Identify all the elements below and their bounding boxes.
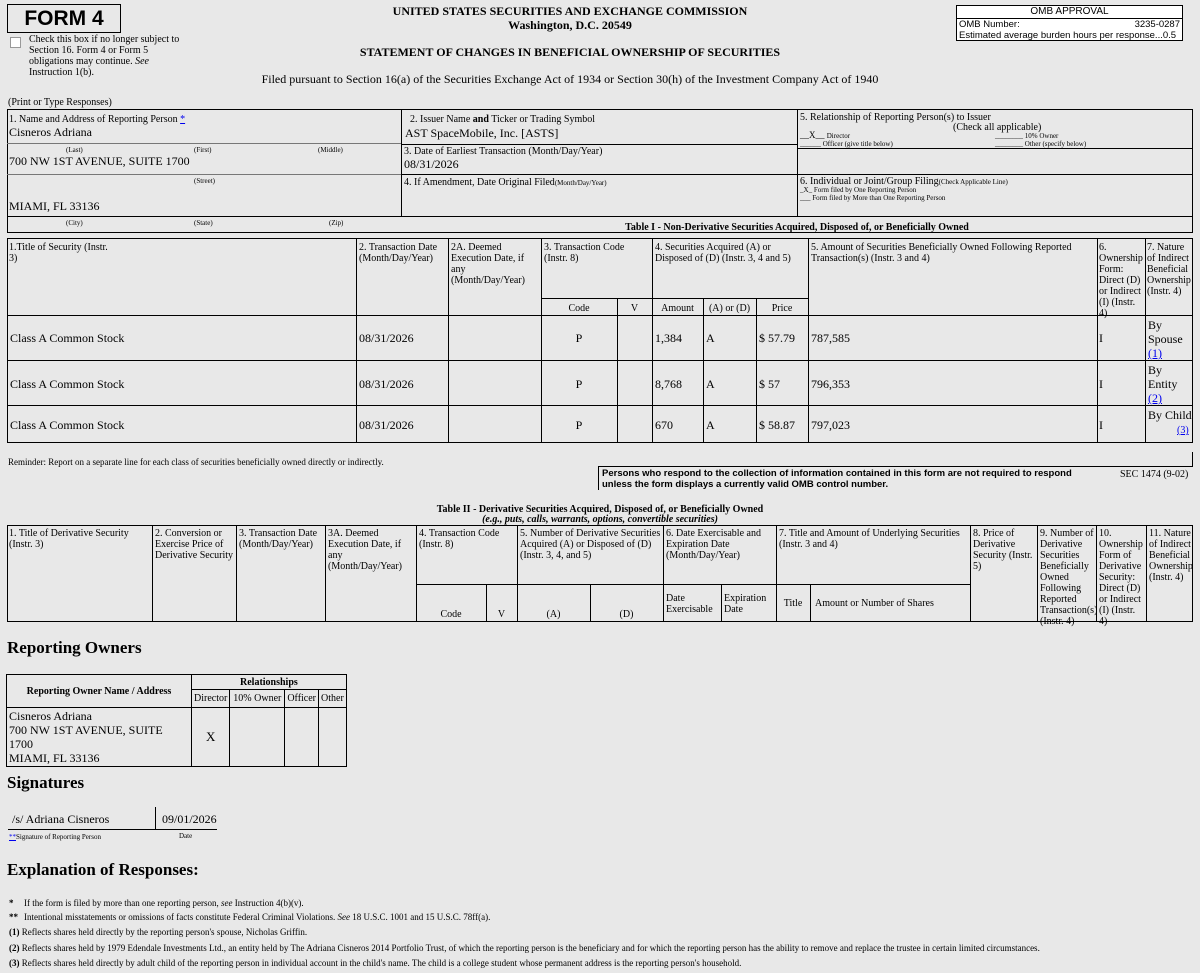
owners-col-other: Other [319,690,347,708]
box6-label: 6. Individual or Joint/Group Filing(Check Applicable Line) [800,176,1008,187]
box5-other: ________ Other (specify below) [995,140,1087,148]
t2-h10: 10. Ownership Form of Derivative Security: Direct (D) or Indirect (I) (Instr. 4) [1099,528,1143,627]
t1-h1: 1.Title of Security (Instr. 3) [9,242,108,264]
t1-row1-amount: 1,384 [655,331,682,345]
box6-one-person: _X_ Form filed by One Reporting Person [800,186,917,194]
owner-other-cell [319,708,347,767]
owners-relationships: Relationships [192,675,347,690]
box5-check-all: (Check all applicable) [953,122,1042,133]
t1-row2-title: Class A Common Stock [10,377,125,391]
note-double-star: ** [9,912,18,922]
burden-value: 0.5 [1162,30,1177,41]
t1-sub-amount: Amount [661,303,694,314]
t1-row3-owned: 797,023 [811,418,850,432]
footnote-3: (3) Reflects shares held directly by adult child of the reporting person in individual account in the child's name. The child is a college student whose permanent address is the reporting person's household. [9,958,742,968]
t1-sub-v: V [630,303,639,314]
t1-row2-price: $ 57 [759,377,780,391]
t2-h11: 11. Nature of Indirect Beneficial Ownership (Instr. 4) [1149,528,1193,583]
section16-checkbox-label: Check this box if no longer subject to Section 16. Form 4 or Form 5 obligations may continue. See Instruction 1(b). [29,34,180,78]
box3-label: 3. Date of Earliest Transaction (Month/Day/Year) [404,146,603,157]
t1-row2-date: 08/31/2026 [359,377,414,391]
city-state-zip: MIAMI, FL 33136 [9,199,100,213]
signature-date-label: Date [179,832,193,840]
note-star-text: If the form is filed by more than one reporting person, see Instruction 4(b)(v). [24,898,304,908]
star-footnote-link[interactable]: * [180,114,186,125]
t1-row2-form: I [1099,377,1103,391]
owners-col-ten: 10% Owner [230,690,285,708]
form-title: FORM 4 [24,7,104,30]
t1-row3-nature: By Child [1148,408,1192,422]
print-type-note: (Print or Type Responses) [8,97,112,108]
footnote-2: (2) Reflects shares held by 1979 Edendale Investments Ltd., an entity held by The Adriana Cisneros 2014 Portfolio Trust, of which the reporting person is the beneficiary and for which the reporting person has the ability to remove and replace the trustee in certain limited circumstances. [9,943,1040,953]
t2-h6: 6. Date Exercisable and Expiration Date (Month/Day/Year) [666,528,761,561]
t2-sub-expiration: Expiration Date [724,593,767,615]
t2-sub-code: Code [440,609,462,620]
footnote-3-link[interactable]: (3) [1177,425,1189,436]
t1-sub-price: Price [771,303,793,314]
t1-row3-price: $ 58.87 [759,418,795,432]
label-first: (First) [194,146,212,154]
sec-code: SEC 1474 (9-02) [1120,469,1189,480]
note-double-star-text: Intentional misstatements or omissions of facts constitute Federal Criminal Violations. See 18 U.S.C. 1001 and 15 U.S.C. 78ff(a). [24,912,491,922]
owners-col-name: Reporting Owner Name / Address [7,675,192,708]
form-title-box [7,4,121,33]
t1-h6: 6. Ownership Form: Direct (D) or Indirect (I) (Instr. 4) [1099,242,1143,319]
owner-officer-cell [285,708,319,767]
t1-h2a: 2A. Deemed Execution Date, if any (Month/Day/Year) [451,242,525,286]
t1-row2-nature: By Entity (2) [1148,363,1178,405]
box2-label: 2. Issuer Name and Ticker or Trading Symbol [410,114,596,125]
t1-row3-aord: A [706,418,715,432]
explanation-heading: Explanation of Responses: [7,860,199,879]
owner-address1: 700 NW 1ST AVENUE, SUITE 1700 [9,723,163,751]
street-address: 700 NW 1ST AVENUE, SUITE 1700 [9,154,190,168]
label-zip: (Zip) [329,219,344,227]
t1-row3-amount: 670 [655,418,673,432]
owner-ten-cell [230,708,285,767]
statement-title: STATEMENT OF CHANGES IN BENEFICIAL OWNERSHIP OF SECURITIES [359,45,781,59]
persons-notice: Persons who respond to the collection of information contained in this form are not required to respond unless the form displays a currently valid OMB control number. [602,468,1072,490]
t2-sub-d: (D) [619,609,634,620]
owner-director-mark: X [192,708,230,767]
t2-h1: 1. Title of Derivative Security (Instr. 3) [9,528,129,550]
filed-pursuant: Filed pursuant to Section 16(a) of the Securities Exchange Act of 1934 or Section 30(h) of the Investment Company Act of 1940 [261,72,879,86]
label-city: (City) [66,219,83,227]
t2-h2: 2. Conversion or Exercise Price of Derivative Security [155,528,234,561]
t1-h5: 5. Amount of Securities Beneficially Owned Following Reported Transaction(s) (Instr. 3 and 4) [811,242,1072,264]
t1-row3-ref-wrap [1177,422,1189,438]
omb-approval-box [956,5,1183,41]
t2-h7: 7. Title and Amount of Underlying Securities (Instr. 3 and 4) [779,528,960,550]
t1-sub-aord: (A) or (D) [708,303,751,314]
reporting-person-name: Cisneros Adriana [9,125,92,139]
t1-sub-code: Code [568,303,590,314]
owners-col-director: Director [192,690,230,708]
t2-h5: 5. Number of Derivative Securities Acquired (A) or Disposed of (D) (Instr. 3, 4, and 5) [520,528,661,561]
t2-h8: 8. Price of Derivative Security (Instr. 5) [973,528,1033,572]
t2-sub-amount: Amount or Number of Shares [815,598,934,609]
signature-label: **Signature of Reporting Person [9,833,101,841]
t2-h3a: 3A. Deemed Execution Date, if any (Month/Day/Year) [328,528,402,572]
burden-label: Estimated average burden hours per response... [959,30,1163,41]
t1-h3: 3. Transaction Code (Instr. 8) [544,242,625,264]
t2-h4: 4. Transaction Code (Instr. 8) [419,528,500,550]
box5-ten-owner: ________ 10% Owner [995,132,1059,140]
t1-row2-amount: 8,768 [655,377,682,391]
owners-col-officer: Officer [285,690,319,708]
t2-sub-v: V [497,609,506,620]
table2-title: Table II - Derivative Securities Acquired, Disposed of, or Beneficially Owned [436,504,764,515]
t1-row1-title: Class A Common Stock [10,331,125,345]
t2-sub-exercisable: Date Exercisable [666,593,713,615]
owner-name: Cisneros Adriana [9,709,92,723]
t1-row3-code: P [575,418,583,432]
t2-sub-a: (A) [546,609,561,620]
t1-row1-aord: A [706,331,715,345]
t1-row1-code: P [575,331,583,345]
label-middle: (Middle) [318,146,343,154]
box6-more-persons: ___ Form filed by More than One Reporting Person [800,194,946,202]
double-star-link[interactable]: ** [9,833,16,841]
omb-approval-title: OMB APPROVAL [957,6,1182,19]
t2-h9: 9. Number of Derivative Securities Beneficially Owned Following Reported Transaction(s) (Instr. 4) [1040,528,1098,627]
table1-title: Table I - Non-Derivative Securities Acquired, Disposed of, or Beneficially Owned [625,222,969,233]
t1-h2: 2. Transaction Date (Month/Day/Year) [359,242,438,264]
omb-number: 3235-0287 [1134,19,1180,30]
owners-table [6,674,347,767]
issuer-name: AST SpaceMobile, Inc. [ASTS] [405,126,559,140]
owner-name-address [7,708,192,767]
earliest-transaction-date: 08/31/2026 [404,157,459,171]
box5-officer: ______ Officer (give title below) [800,140,893,148]
box1-label: 1. Name and Address of Reporting Person * [9,114,186,125]
t1-row1-nature: By Spouse (1) [1148,318,1183,360]
t1-row3-form: I [1099,418,1103,432]
agency-city: Washington, D.C. 20549 [508,18,632,32]
omb-number-label: OMB Number: [959,19,1020,30]
owners-heading: Reporting Owners [7,638,142,657]
box5-director: __X__ Director [800,130,851,140]
signatures-heading: Signatures [7,773,85,792]
t1-row1-price: $ 57.79 [759,331,795,345]
t1-row1-owned: 787,585 [811,331,850,345]
footnote-1-link[interactable]: (1) [1148,346,1162,360]
t1-row2-aord: A [706,377,715,391]
label-state: (State) [194,219,213,227]
footnote-2-link[interactable]: (2) [1148,391,1162,405]
signature-date: 09/01/2026 [162,812,217,826]
reminder-text: Reminder: Report on a separate line for each class of securities beneficially owned directly or indirectly. [8,457,384,467]
note-star: * [9,898,14,908]
section16-checkbox[interactable] [10,37,21,48]
t1-row2-code: P [575,377,583,391]
t1-h7: 7. Nature of Indirect Beneficial Ownership (Instr. 4) [1147,242,1191,297]
t1-row1-date: 08/31/2026 [359,331,414,345]
t2-h3: 3. Transaction Date (Month/Day/Year) [239,528,318,550]
footnote-1: (1) Reflects shares held directly by the reporting person's spouse, Nicholas Griffin. [9,927,308,937]
table2-subtitle: (e.g., puts, calls, warrants, options, convertible securities) [482,514,718,525]
t2-sub-title: Title [783,598,803,609]
label-street: (Street) [194,177,215,185]
t1-row3-date: 08/31/2026 [359,418,414,432]
t1-row2-owned: 796,353 [811,377,850,391]
t1-row1-form: I [1099,331,1103,345]
t1-h4: 4. Securities Acquired (A) or Disposed of (D) (Instr. 3, 4 and 5) [655,242,791,264]
box5-label: 5. Relationship of Reporting Person(s) to Issuer [800,112,991,123]
label-last: (Last) [66,146,83,154]
box4-label: 4. If Amendment, Date Original Filed(Month/Day/Year) [404,177,607,188]
t1-row3-title: Class A Common Stock [10,418,125,432]
owner-address2: MIAMI, FL 33136 [9,751,100,765]
signer-name: /s/ Adriana Cisneros [12,812,110,826]
agency-name: UNITED STATES SECURITIES AND EXCHANGE COMMISSION [392,4,748,18]
